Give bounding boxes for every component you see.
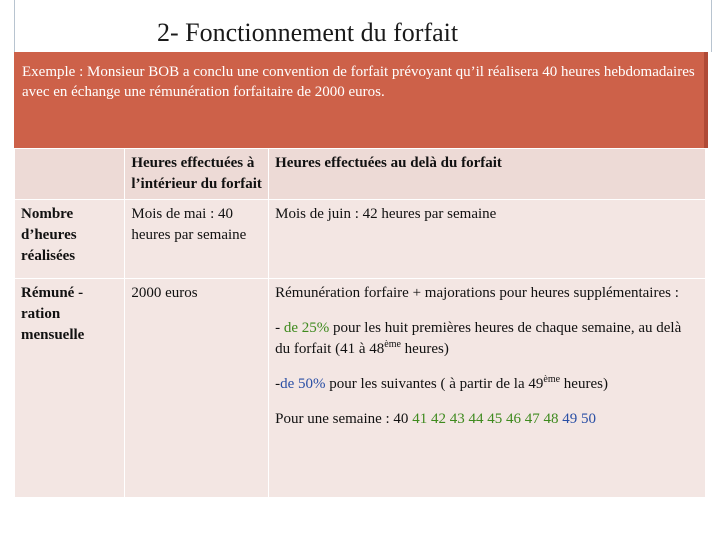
header-beyond-forfait: Heures effectuées au delà du forfait bbox=[269, 149, 706, 200]
table-row-hours bbox=[15, 200, 706, 279]
pay-beyond-cell bbox=[269, 279, 706, 498]
header-empty-cell bbox=[15, 149, 125, 200]
header-inside-forfait: Heures effectuées à l’intérieur du forfait bbox=[125, 149, 269, 200]
rate-25-suffix: heures) bbox=[400, 341, 449, 357]
rate-50-paragraph bbox=[275, 374, 699, 395]
table-header-row bbox=[15, 149, 706, 200]
pay-intro: Rémunération forfaire + majorations pour heures supplémentaires : bbox=[275, 285, 679, 301]
example-box: Exemple : Monsieur BOB a conclu une convention de forfait prévoyant qu’il réalisera 40 heures hebdomadaires avec en échange une rémunération forfaitaire de 2000 euros. bbox=[14, 52, 708, 148]
rate-50-percent: de 50% bbox=[280, 376, 326, 392]
title-area bbox=[14, 0, 712, 52]
week-example bbox=[275, 409, 699, 430]
pay-inside-cell: 2000 euros bbox=[125, 279, 269, 498]
rate-25-prefix: - bbox=[275, 320, 284, 336]
slide-title: 2- Fonctionnement du forfait bbox=[157, 18, 459, 47]
rate-25-percent: de 25% bbox=[283, 320, 330, 336]
row-label-pay: Rémuné - ration mensuelle bbox=[15, 279, 125, 498]
rate-50-sup: ème bbox=[543, 374, 561, 385]
rate-50-text: pour les suivantes ( à partir de la 49 bbox=[325, 376, 544, 392]
week-prefix: Pour une semaine : 40 bbox=[275, 411, 413, 427]
row-label-hours: Nombre d’heures réalisées bbox=[15, 200, 125, 279]
rate-25-text: pour les huit premières heures de chaque semaine, au delà du forfait (41 à 48 bbox=[275, 320, 682, 357]
rate-25-paragraph bbox=[275, 318, 699, 360]
hours-beyond-cell: Mois de juin : 42 heures par semaine bbox=[269, 200, 706, 279]
week-hours-50: 49 50 bbox=[558, 411, 596, 427]
week-hours-25: 41 42 43 44 45 46 47 48 bbox=[412, 411, 559, 427]
forfait-table bbox=[14, 148, 706, 498]
hours-inside-cell: Mois de mai : 40 heures par semaine bbox=[125, 200, 269, 279]
rate-50-prefix: - bbox=[275, 376, 281, 392]
rate-25-sup: ème bbox=[384, 339, 401, 350]
rate-50-suffix: heures) bbox=[560, 376, 608, 392]
table-row-pay bbox=[15, 279, 706, 498]
